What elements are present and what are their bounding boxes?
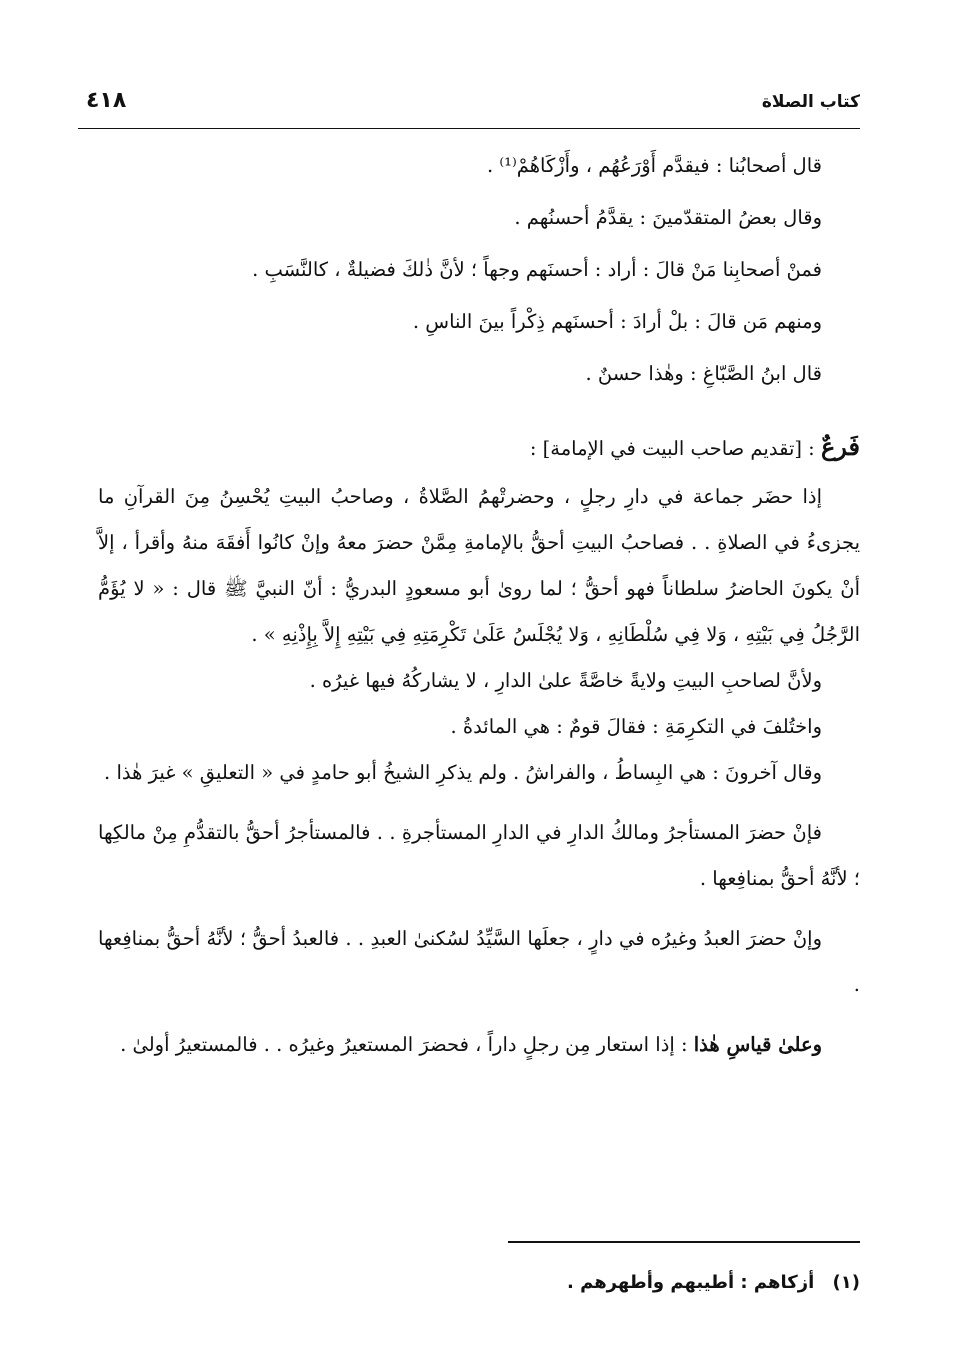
footnote-divider xyxy=(508,1241,860,1243)
section-heading xyxy=(98,422,860,474)
text-line: ومنهم مَن قالَ : بلْ أرادَ : أحسنَهم ذِكْراً بينَ الناسِ . xyxy=(412,310,822,333)
text-line: قال ابنُ الصَّبّاغِ : وهٰذا حسنٌ . xyxy=(585,362,822,385)
paragraph: واختُلفَ في التكرِمَةِ : فقالَ قومٌ : هي المائدةُ . xyxy=(450,715,822,738)
footnote-number: (١) xyxy=(832,1272,860,1293)
paragraph: إذا حضَر جماعة في دارِ رجلٍ ، وحضرتْهمُ الصَّلاةُ ، وصاحبُ البيتِ يُحْسِنُ مِنَ القرآنِ ما يجزىءُ في الصلاةِ . . فصاحبُ البيتِ أحقُّ بالإمامةِ مِمَّنْ حضرَ معهُ وإنْ كانُوا أَفقَهَ منهُ وأقرأ ، إلاَّ أنْ يكونَ الحاضرُ سلطاناً فهو أحقُّ ؛ لما روىٰ أبو مسعودٍ البدريُّ : أنّ النبيَّ ﷺ قال : « لا يُؤَمُّ الرَّجُلُ فِي بَيْتِهِ ، وَلا فِي سُلْطَانِهِ ، وَلا يُجْلَسُ عَلَىٰ تَكْرِمَتِهِ فِي بَيْتِهِ إِلاَّ بِإِذْنِهِ » . xyxy=(98,485,860,646)
paragraph xyxy=(98,1022,860,1068)
footnote-text: أزكاهم : أطيبهم وأطهرهم . xyxy=(566,1272,815,1293)
section-heading-title: : [تقديم صاحب البيت في الإمامة] : xyxy=(529,437,821,460)
book-title: كتاب الصلاة xyxy=(761,92,860,112)
text-line: فمنْ أصحابِنا مَنْ قالَ : أراد : أحسنَهم وجهاً ؛ لأنَّ ذٰلكَ فضيلةٌ ، كالنَّسَبِ . xyxy=(252,258,822,281)
paragraph: فإنْ حضرَ المستأجرُ ومالكُ الدارِ في الدارِ المستأجرةِ . . فالمستأجرُ أحقُّ بالتقدُّمِ مِنْ مالكِها ؛ لأنَّهُ أحقُّ بمنافِعها . xyxy=(98,821,860,890)
text-line: قال أصحابُنا : فيقدَّم أَوْرَعُهُم ، وأَزْكَاهُمْ⁽¹⁾ . xyxy=(486,154,822,177)
paragraph: وإنْ حضرَ العبدُ وغيرُه في دارٍ ، جعلَها السَّيِّدُ لسُكنىٰ العبدِ . . فالعبدُ أحقُّ ؛ لأنَّهُ أحقُّ بمنافِعها . xyxy=(98,927,860,996)
section-heading-word: فَرعٌ xyxy=(820,432,860,461)
paragraph: وقال آخرونَ : هي البِساطُ ، والفراشُ . ولم يذكرِ الشيخُ أبو حامدٍ في « التعليقِ » غيرَ هٰذا . xyxy=(104,761,822,784)
paragraph: ولأنَّ لصاحبِ البيتِ ولايةً خاصَّةً علىٰ الدارِ ، لا يشاركُهُ فيها غيرُه . xyxy=(309,669,822,692)
paragraph-body: : إذا استعار مِن رجلٍ داراً ، فحضرَ المستعيرُ وغيرُه . . فالمستعيرُ أولىٰ . xyxy=(120,1033,694,1056)
text-line: وقال بعضُ المتقدّمينَ : يقدَّمُ أحسنُهم . xyxy=(514,206,822,229)
main-text xyxy=(98,140,860,1068)
page-number: ٤١٨ xyxy=(86,88,127,113)
page-header xyxy=(78,88,860,129)
footnote xyxy=(98,1272,860,1293)
paragraph-lead: وعلىٰ قياسِ هٰذا xyxy=(693,1033,822,1056)
